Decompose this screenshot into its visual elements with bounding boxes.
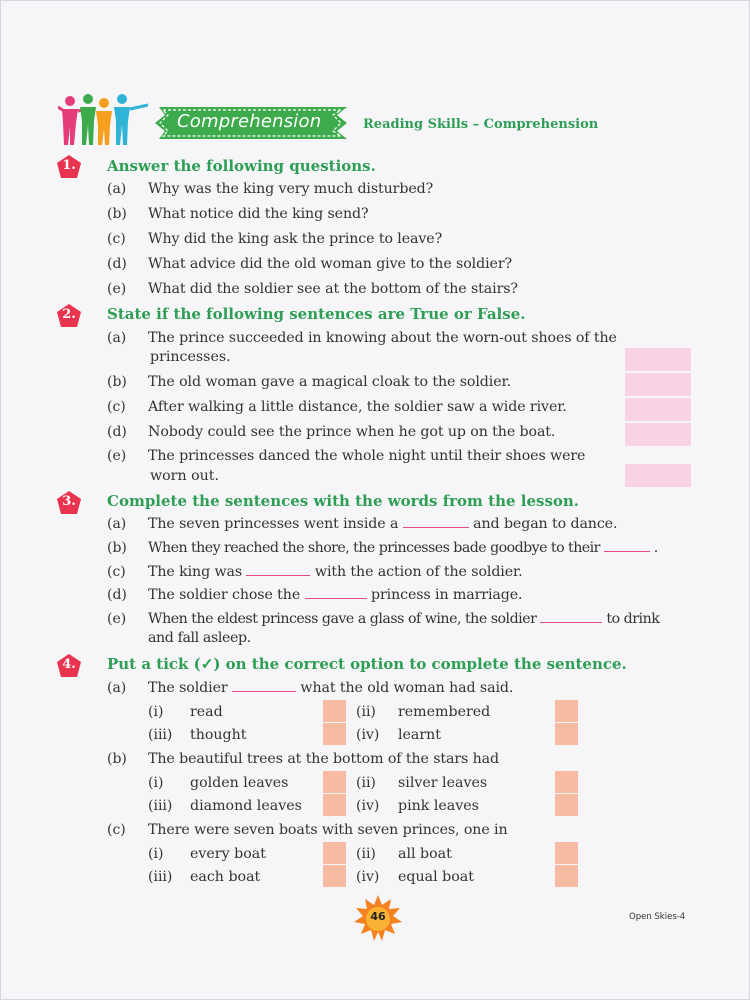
q4c-opt2-tickbox[interactable] <box>555 842 578 864</box>
q3e-text: When the eldest princess gave a glass of wine, the soldier to drink <box>148 611 660 627</box>
q2a-text-cont: princesses. <box>150 349 231 365</box>
banner-title: Comprehension <box>177 111 322 132</box>
q4a-opt2-tickbox[interactable] <box>555 700 578 722</box>
q4c-label: (c) <box>107 822 126 838</box>
section-2-badge: 2. <box>56 303 82 329</box>
q3e-text-cont: and fall asleep. <box>148 630 251 646</box>
q3d-label: (d) <box>107 587 127 603</box>
q2a-text: The prince succeeded in knowing about the worn-out shoes of the <box>148 330 617 346</box>
q4c-opt2-text: all boat <box>398 846 452 862</box>
q4c-opt4-text: equal boat <box>398 869 474 885</box>
q3a-text: The seven princesses went inside a and began to dance. <box>148 516 618 532</box>
q4b-opt4-tickbox[interactable] <box>555 794 578 816</box>
q4b-text: The beautiful trees at the bottom of the stars had <box>148 751 500 767</box>
q2e-answer-box[interactable] <box>625 464 691 487</box>
q3b-blank[interactable] <box>604 542 650 552</box>
q3c-label: (c) <box>107 564 126 580</box>
q4b-opt2-num: (ii) <box>356 775 376 791</box>
q4a-opt1-tickbox[interactable] <box>323 700 346 722</box>
q4a-opt4-text: learnt <box>398 727 442 743</box>
q4b-opt3-text: diamond leaves <box>190 798 302 814</box>
q4c-opt4-tickbox[interactable] <box>555 865 578 887</box>
children-logo-icon <box>58 93 150 147</box>
q4a-label: (a) <box>107 680 127 696</box>
q2c-answer-box[interactable] <box>625 398 691 421</box>
q3d-text: The soldier chose the princess in marriage. <box>148 587 523 603</box>
q3c-text: The king was with the action of the soldier. <box>148 564 523 580</box>
q3b-label: (b) <box>107 540 127 556</box>
q4c-opt3-tickbox[interactable] <box>323 865 346 887</box>
book-title: Open Skies-4 <box>629 912 686 922</box>
q3c-blank[interactable] <box>246 566 310 576</box>
q4c-opt3-num: (iii) <box>148 869 173 885</box>
q4a-opt4-tickbox[interactable] <box>555 723 578 745</box>
q2e-label: (e) <box>107 448 127 464</box>
q4a-opt1-text: read <box>190 704 223 720</box>
q4c-opt1-num: (i) <box>148 846 164 862</box>
q4a-text: The soldier what the old woman had said. <box>148 680 514 696</box>
q4a-blank[interactable] <box>232 682 296 692</box>
q4c-opt4-num: (iv) <box>356 869 380 885</box>
page-subtitle: Reading Skills – Comprehension <box>363 117 599 132</box>
q2e-text: The princesses danced the whole night until their shoes were <box>148 448 586 464</box>
q4b-opt1-num: (i) <box>148 775 164 791</box>
q4a-opt3-tickbox[interactable] <box>323 723 346 745</box>
q1a-label: (a) <box>107 181 127 197</box>
q4b-opt3-tickbox[interactable] <box>323 794 346 816</box>
q2b-text: The old woman gave a magical cloak to the soldier. <box>148 374 512 390</box>
q3e-blank[interactable] <box>540 613 602 623</box>
q4b-label: (b) <box>107 751 127 767</box>
q2a-answer-box[interactable] <box>625 348 691 371</box>
q3a-blank[interactable] <box>403 518 469 528</box>
section-1-title: Answer the following questions. <box>107 157 376 175</box>
q4b-opt2-text: silver leaves <box>398 775 488 791</box>
q1d-text: What advice did the old woman give to the soldier? <box>148 256 513 272</box>
q2d-text: Nobody could see the prince when he got up on the boat. <box>148 424 556 440</box>
q1a-text: Why was the king very much disturbed? <box>148 181 434 197</box>
q2b-answer-box[interactable] <box>625 373 691 396</box>
q1d-label: (d) <box>107 256 127 272</box>
q3d-blank[interactable] <box>305 589 367 599</box>
q3b-text: When they reached the shore, the princesses bade goodbye to their . <box>148 540 658 556</box>
section-3-title: Complete the sentences with the words from the lesson. <box>107 492 580 510</box>
q4a-opt1-num: (i) <box>148 704 164 720</box>
section-4-badge: 4. <box>56 653 82 679</box>
q1e-label: (e) <box>107 281 127 297</box>
q4c-text: There were seven boats with seven princes, one in <box>148 822 508 838</box>
q2a-label: (a) <box>107 330 127 346</box>
q2b-label: (b) <box>107 374 127 390</box>
q1b-label: (b) <box>107 206 127 222</box>
q4b-opt4-text: pink leaves <box>398 798 479 814</box>
q4b-opt3-num: (iii) <box>148 798 173 814</box>
q4c-opt1-tickbox[interactable] <box>323 842 346 864</box>
q1e-text: What did the soldier see at the bottom of the stairs? <box>148 281 518 297</box>
page-number: 46 <box>370 910 386 923</box>
q1b-text: What notice did the king send? <box>148 206 369 222</box>
q4a-opt2-num: (ii) <box>356 704 376 720</box>
q4c-opt3-text: each boat <box>190 869 261 885</box>
q3e-label: (e) <box>107 611 127 627</box>
q4b-opt2-tickbox[interactable] <box>555 771 578 793</box>
q4a-opt3-text: thought <box>190 727 247 743</box>
q4b-opt1-tickbox[interactable] <box>323 771 346 793</box>
q1c-label: (c) <box>107 231 126 247</box>
q2d-label: (d) <box>107 424 127 440</box>
q2c-label: (c) <box>107 399 126 415</box>
q4b-opt1-text: golden leaves <box>190 775 289 791</box>
q4a-opt2-text: remembered <box>398 704 491 720</box>
section-2-title: State if the following sentences are True or False. <box>107 305 526 323</box>
section-3-badge: 3. <box>56 490 82 516</box>
page-number-badge <box>353 894 403 944</box>
q3a-label: (a) <box>107 516 127 532</box>
q4c-opt1-text: every boat <box>190 846 266 862</box>
q1c-text: Why did the king ask the prince to leave? <box>148 231 443 247</box>
q2d-answer-box[interactable] <box>625 423 691 446</box>
section-1-badge: 1. <box>56 154 82 180</box>
q4a-opt3-num: (iii) <box>148 727 173 743</box>
q4a-opt4-num: (iv) <box>356 727 380 743</box>
q2e-text-cont: worn out. <box>150 468 220 484</box>
q4c-opt2-num: (ii) <box>356 846 376 862</box>
q4b-opt4-num: (iv) <box>356 798 380 814</box>
q2c-text: After walking a little distance, the soldier saw a wide river. <box>148 399 567 415</box>
section-4-title: Put a tick (✓) on the correct option to complete the sentence. <box>107 655 627 673</box>
